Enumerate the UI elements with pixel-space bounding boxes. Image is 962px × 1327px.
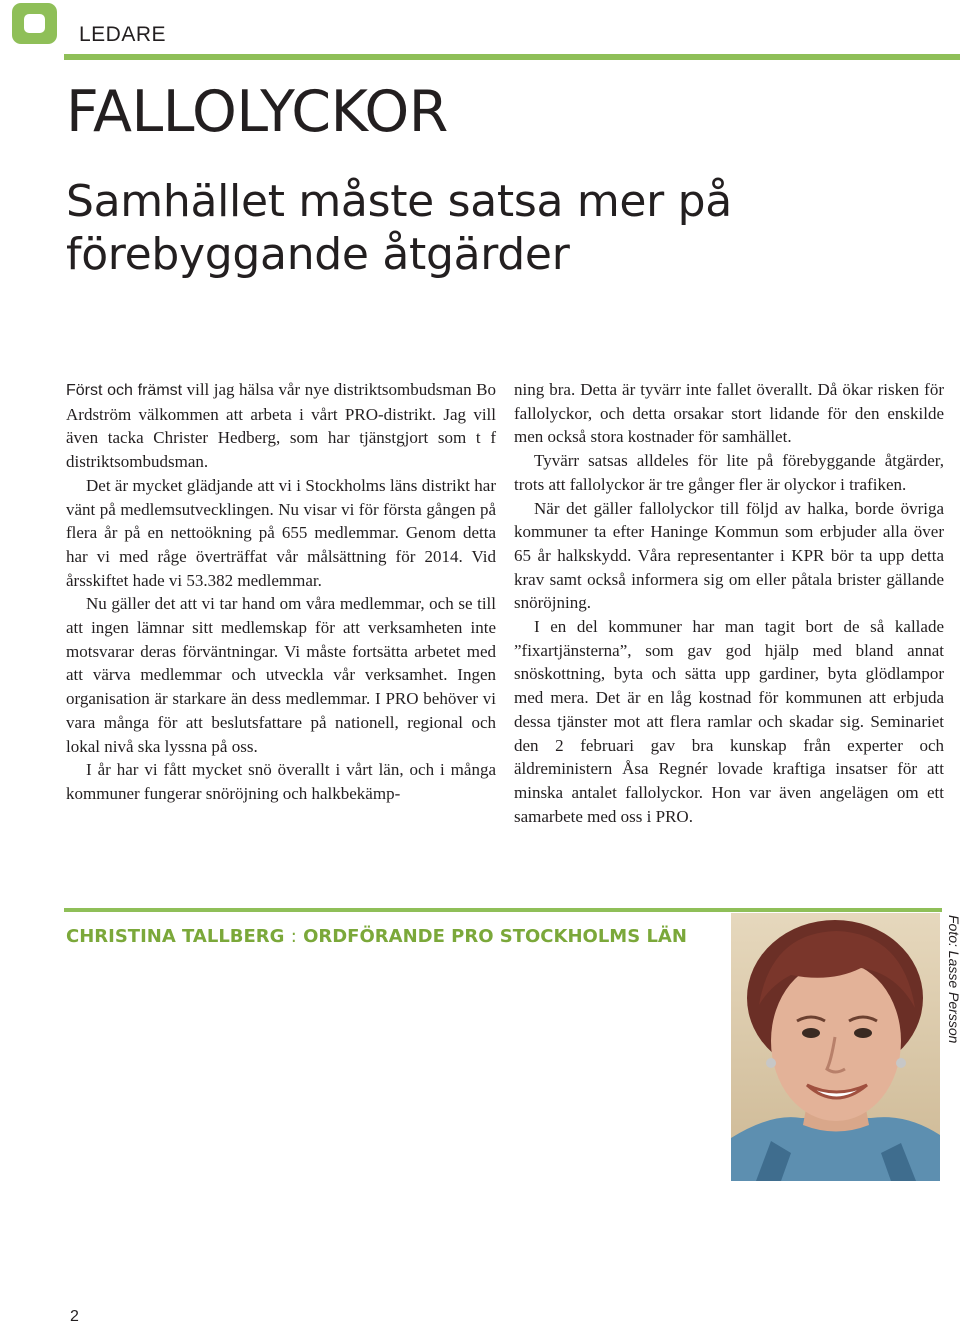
paragraph: ning bra. Detta är tyvärr inte fallet överallt. Då ökar risken för fallolyckor, och detta orsakar stort lidande för den enskilde men också stora kostnader för samhället. <box>514 380 944 447</box>
author-byline <box>66 926 687 947</box>
section-logo-icon <box>12 3 57 44</box>
top-divider <box>64 54 960 60</box>
author-portrait-icon <box>731 913 940 1181</box>
bottom-divider <box>64 908 942 912</box>
paragraph: Det är mycket glädjande att vi i Stockholms läns distrikt har vänt på medlemsutvecklingen. Nu visar vi för första gången på flera år på en nettoökning på 655 medlemmar. Genom detta har vi med råge överträffat vår målsättning för 2014. Vid årsskiftet hade vi 53.382 medlemmar. <box>66 475 496 590</box>
author-name: CHRISTINA TALLBERG <box>66 926 285 947</box>
photo-credit-text: Foto: Lasse Persson <box>946 915 962 1044</box>
author-role: ORDFÖRANDE PRO STOCKHOLMS LÄN <box>303 926 687 947</box>
paragraph-text: vill jag hälsa vår nye distriktsombudsman Bo Ardström välkommen att arbeta i vårt PRO-distrikt. Jag vill även tacka Christer Hedberg, som har tjänstgjort som t f distriktsombudsman. <box>66 380 496 472</box>
page-title: FALLOLYCKOR <box>66 79 448 145</box>
section-label: LEDARE <box>79 23 167 46</box>
photo-credit <box>945 915 962 1045</box>
lead-in: Först och främst <box>66 382 183 399</box>
page-subtitle: Samhället måste satsa mer på förebyggande åtgärder <box>66 176 732 280</box>
byline-separator: : <box>290 926 297 947</box>
paragraph: Nu gäller det att vi tar hand om våra medlemmar, och se till att ingen lämnar sitt medlemskap för att verksamheten inte motsvarar deras förväntningar. Vi måste fortsätta arbetet med att värva medlemmar och utveckla vår verksamhet. Ingen organisation är starkare än dess medlemmar. I PRO behöver vi vara många för att beslutsfattare på nationell, regional och lokal nivå ska lyssna på oss. <box>66 594 496 756</box>
paragraph: I år har vi fått mycket snö överallt i vårt län, och i många kommuner fungerar snöröjning och halkbekämp- <box>66 760 496 803</box>
paragraph: När det gäller fallolyckor till följd av halka, borde övriga kommuner ta efter Haninge Kommun som erbjuder alla över 65 år halkskydd. Våra representanter i KPR bör ta upp detta krav samt också informera sig om eller påtala brister gällande snöröjning. <box>514 498 944 613</box>
paragraph: I en del kommuner har man tagit bort de så kallade ”fixartjänsterna”, som gav god hjälp med bland annat snöskottning, byta och sätta upp gardiner, byta glödlampor med mera. Det är en låg kostnad för kommunen att erbjuda dessa tjänster mot att flera ramlar och skadar sig. Seminariet den 2 februari gav bra kunskap från experter och äldreministern Åsa Regnér lovade kraftiga insatser för att minska antalet fallolyckor. Hon var även angelägen om ett samarbete med oss i PRO. <box>514 617 944 826</box>
article-column-right <box>514 378 944 828</box>
article-column-left <box>66 378 496 806</box>
author-photo <box>731 913 940 1181</box>
page-number: 2 <box>70 1308 79 1325</box>
paragraph <box>66 378 496 474</box>
paragraph: Tyvärr satsas alldeles för lite på förebyggande åtgärder, trots att fallolyckor är tre gånger fler är olyckor i trafiken. <box>514 451 944 494</box>
